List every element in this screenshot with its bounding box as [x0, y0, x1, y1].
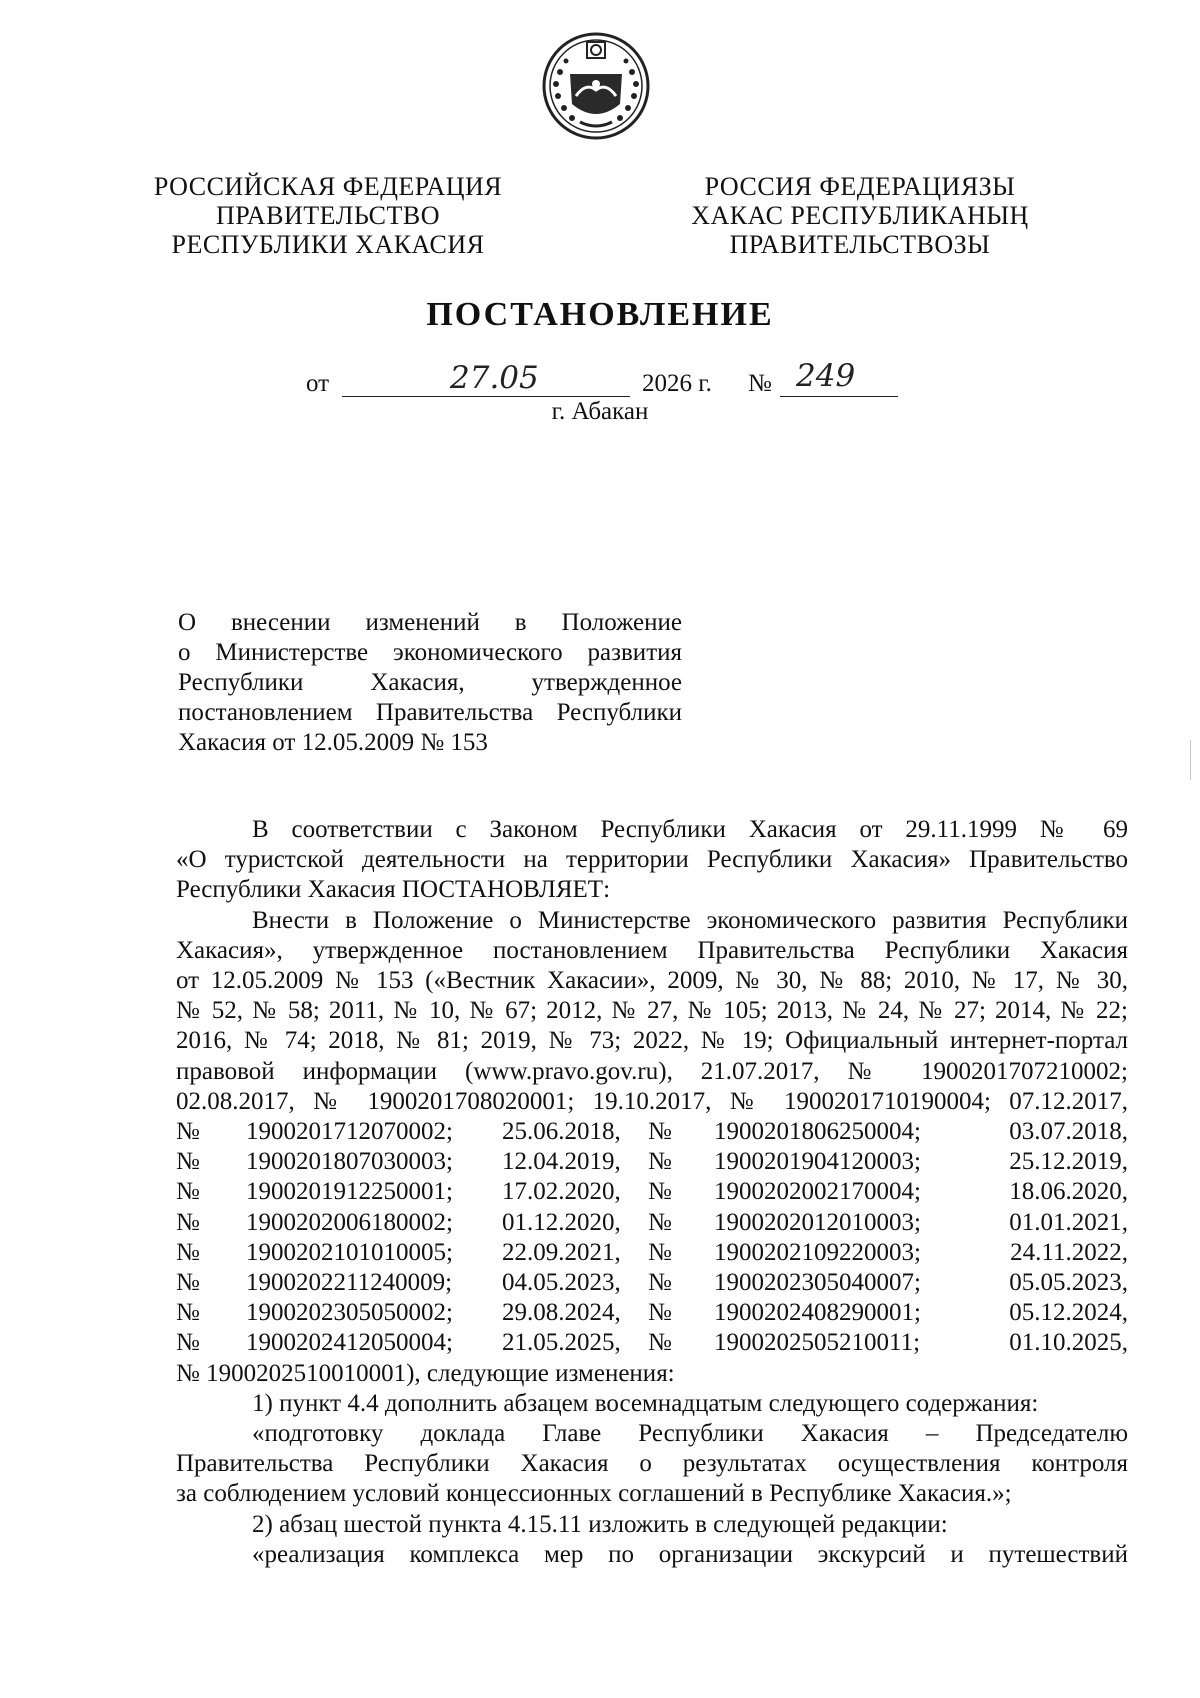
- body-line: В соответствии с Законом Республики Хакасия от 29.11.1999 № 69: [252, 816, 1128, 843]
- header-right-line: ПРАВИТЕЛЬСТВОЗЫ: [729, 230, 991, 259]
- registry-cell: №: [176, 1299, 200, 1327]
- registry-cell: №: [176, 1118, 200, 1146]
- city-label: г. Абакан: [551, 398, 649, 425]
- item-2-intro: 2) абзац шестой пункта 4.15.11 изложить в следующей редакции:: [252, 1510, 948, 1538]
- registry-cell: 1900202006180002;: [246, 1208, 453, 1236]
- registry-cell: 21.05.2025,: [502, 1329, 621, 1357]
- handwritten-number: 249: [796, 358, 856, 394]
- registry-cell: 1900202305050002;: [246, 1299, 453, 1327]
- registry-row: [176, 1328, 1128, 1358]
- subject-line: о Министерстве экономического развития: [178, 639, 682, 666]
- body-line: № 52, № 58; 2011, № 10, № 67; 2012, № 27, № 105; 2013, № 24, № 27; 2014, № 22;: [176, 997, 1128, 1025]
- header-left-block: [148, 172, 508, 259]
- document-body: [176, 815, 1128, 1570]
- registry-cell: 24.11.2022,: [1010, 1238, 1128, 1266]
- registry-cell: 25.06.2018,: [502, 1118, 621, 1146]
- registry-cell: 05.05.2023,: [1009, 1269, 1128, 1297]
- coat-of-arms-emblem: [540, 30, 652, 142]
- subject-line: Хакасия от 12.05.2009 № 153: [178, 729, 488, 756]
- header-right-line: РОССИЯ ФЕДЕРАЦИЯЗЫ: [704, 172, 1016, 201]
- registry-cell: 1900201912250001;: [246, 1178, 453, 1206]
- body-line: «О туристской деятельности на территории Республики Хакасия» Правительство: [176, 846, 1128, 874]
- body-line: 2016, № 74; 2018, № 81; 2019, № 73; 2022, № 19; Официальный интернет-портал: [176, 1027, 1128, 1055]
- body-line: от 12.05.2009 № 153 («Вестник Хакасии», 2009, № 30, № 88; 2010, № 17, № 30,: [176, 967, 1128, 995]
- registry-cell: 17.02.2020,: [502, 1178, 621, 1206]
- scan-margin-mark: [1190, 740, 1191, 780]
- registry-cell: 03.07.2018,: [1009, 1118, 1128, 1146]
- registry-cell: 1900202109220003;: [714, 1238, 921, 1266]
- registry-cell: 01.12.2020,: [502, 1208, 621, 1236]
- registry-cell: №: [176, 1329, 200, 1357]
- registry-cell: 25.12.2019,: [1009, 1148, 1128, 1176]
- registry-cell: №: [648, 1208, 672, 1236]
- registry-row: [176, 1147, 1128, 1177]
- body-line: Внести в Положение о Министерстве экономического развития Республики: [252, 906, 1128, 934]
- header-right-line: ХАКАС РЕСПУБЛИКАНЫҢ: [691, 201, 1029, 230]
- item-1-quote-line: Правительства Республики Хакасия о результатах осуществления контроля: [176, 1450, 1128, 1478]
- item-1-intro: 1) пункт 4.4 дополнить абзацем восемнадцатым следующего содержания:: [252, 1389, 1039, 1417]
- registry-cell: 01.10.2025,: [1009, 1329, 1128, 1357]
- registry-cell: №: [176, 1208, 200, 1236]
- registry-cell: 1900201904120003;: [714, 1148, 921, 1176]
- registry-row: [176, 1298, 1128, 1328]
- handwritten-date: 27.05: [450, 360, 539, 396]
- year-label: 2026 г.: [642, 370, 712, 397]
- item-1-quote-line: «подготовку доклада Главе Республики Хакасия – Председателю: [252, 1420, 1128, 1448]
- registry-cell: 1900202101010005;: [246, 1238, 453, 1266]
- registry-cell: 1900201806250004;: [714, 1118, 921, 1146]
- body-line: Хакасия», утвержденное постановлением Правительства Республики Хакасия: [176, 936, 1128, 964]
- registry-cell: 1900202408290001;: [714, 1299, 921, 1327]
- registry-cell: 1900202002170004;: [714, 1178, 921, 1206]
- body-line: 02.08.2017, № 1900201708020001; 19.10.2017, № 1900201710190004; 07.12.2017,: [176, 1087, 1128, 1115]
- registry-cell: №: [176, 1178, 200, 1206]
- document-title: ПОСТАНОВЛЕНИЕ: [426, 296, 774, 333]
- registry-cell: 05.12.2024,: [1009, 1299, 1128, 1327]
- registry-cell: 01.01.2021,: [1009, 1208, 1128, 1236]
- header-left-line: РОССИЙСКАЯ ФЕДЕРАЦИЯ: [153, 172, 503, 201]
- subject-line: постановлением Правительства Республики: [178, 699, 682, 726]
- item-2-quote-line: «реализация комплекса мер по организации экскурсий и путешествий: [252, 1540, 1128, 1568]
- registry-cell: 1900202211240009;: [246, 1269, 453, 1297]
- date-prefix: от: [306, 370, 330, 397]
- header-right-block: [680, 172, 1040, 259]
- body-line: № 1900202510010001), следующие изменения:: [176, 1359, 675, 1387]
- subject-block: [178, 608, 682, 758]
- registry-cell: 1900201712070002;: [246, 1118, 453, 1146]
- registry-cell: 12.04.2019,: [502, 1148, 621, 1176]
- registry-table: [176, 1117, 1128, 1359]
- number-prefix: №: [748, 370, 772, 397]
- registry-cell: 22.09.2021,: [502, 1238, 621, 1266]
- registry-row: [176, 1208, 1128, 1238]
- number-underline: [780, 396, 898, 397]
- registry-cell: №: [176, 1148, 200, 1176]
- registry-cell: №: [648, 1269, 672, 1297]
- registry-cell: №: [648, 1178, 672, 1206]
- registry-cell: №: [648, 1118, 672, 1146]
- body-line: Республики Хакасия ПОСТАНОВЛЯЕТ:: [176, 876, 611, 904]
- registry-cell: 1900202412050004;: [246, 1329, 453, 1357]
- registry-cell: №: [648, 1148, 672, 1176]
- registry-cell: 1900202305040007;: [714, 1269, 921, 1297]
- registry-cell: 18.06.2020,: [1009, 1178, 1128, 1206]
- registry-row: [176, 1268, 1128, 1298]
- date-number-line: [0, 358, 1200, 400]
- item-1-quote-line: за соблюдением условий концессионных соглашений в Республике Хакасия.»;: [176, 1480, 1012, 1508]
- registry-cell: 1900202505210011;: [714, 1329, 921, 1357]
- registry-cell: №: [648, 1329, 672, 1357]
- header-left-line: РЕСПУБЛИКИ ХАКАСИЯ: [171, 230, 485, 259]
- registry-row: [176, 1117, 1128, 1147]
- registry-cell: №: [176, 1269, 200, 1297]
- registry-row: [176, 1238, 1128, 1268]
- registry-cell: 1900201807030003;: [246, 1148, 453, 1176]
- registry-cell: 1900202012010003;: [714, 1208, 921, 1236]
- registry-row: [176, 1177, 1128, 1207]
- header-left-line: ПРАВИТЕЛЬСТВО: [216, 201, 440, 230]
- subject-line: Республики Хакасия, утвержденное: [178, 669, 682, 696]
- date-underline: [342, 396, 630, 397]
- registry-cell: №: [176, 1238, 200, 1266]
- registry-cell: №: [648, 1299, 672, 1327]
- body-line: правовой информации (www.pravo.gov.ru), 21.07.2017, № 1900201707210002;: [176, 1057, 1128, 1085]
- registry-cell: 29.08.2024,: [502, 1299, 621, 1327]
- registry-cell: №: [648, 1238, 672, 1266]
- subject-line: О внесении изменений в Положение: [178, 609, 682, 636]
- registry-cell: 04.05.2023,: [502, 1269, 621, 1297]
